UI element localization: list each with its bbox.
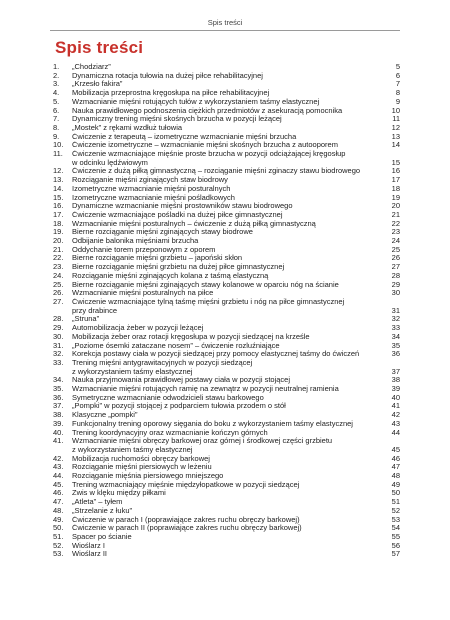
toc-entry xyxy=(53,507,400,516)
toc-entry-page: 8 xyxy=(395,88,400,98)
toc-entry xyxy=(53,455,400,464)
toc-entry xyxy=(53,289,400,298)
toc-entry-number: 18. xyxy=(53,218,64,228)
toc-entry-page: 50 xyxy=(391,488,400,498)
toc-entry-title: Ćwiczenie wzmacniające tylną taśmę mięśni grzbietu i nóg na piłce gimnastycznej xyxy=(72,297,345,306)
toc-entry xyxy=(53,420,400,429)
header-divider xyxy=(50,30,400,31)
toc-entry-page: 34 xyxy=(391,331,400,341)
toc-entry-page: 18 xyxy=(391,183,400,193)
toc-entry xyxy=(53,359,400,376)
toc-entry-page: 10 xyxy=(391,105,400,115)
toc-entry xyxy=(53,124,400,133)
toc-entry-title: Wzmacnianie mięśni posturalnych – ćwiczenie z dużą piłką gimnastyczną xyxy=(72,219,316,228)
toc-entry-number: 38. xyxy=(53,410,64,420)
toc-entry-page: 51 xyxy=(391,497,400,507)
toc-entry-title: Izometryczne wzmacnianie mięśni pośladkowych xyxy=(72,193,235,202)
toc-entry xyxy=(53,542,400,551)
toc-entry-number: 42. xyxy=(53,453,64,463)
toc-entry-number: 51. xyxy=(53,531,64,541)
toc-entry-page: 25 xyxy=(391,244,400,254)
toc-entry-page: 52 xyxy=(391,505,400,515)
toc-entry-title: Wzmacnianie mięśni rotujących ramię na zewnątrz w pozycji neutralnej ramienia xyxy=(72,385,339,394)
toc-entry xyxy=(53,385,400,394)
toc-entry-page: 14 xyxy=(391,140,400,150)
toc-entry-page: 21 xyxy=(391,209,400,219)
toc-entry-title: Mobilizacja przeprostna kręgosłupa na piłce rehabilitacyjnej xyxy=(72,89,270,98)
toc-entry xyxy=(53,489,400,498)
toc-entry xyxy=(53,98,400,107)
toc-entry-title: Funkcjonalny trening oporowy sięgania do boku z wykorzystaniem taśmy elastycznej xyxy=(72,419,353,428)
toc-entry-number: 41. xyxy=(53,436,64,446)
toc-entry-page: 17 xyxy=(391,175,400,185)
toc-entry-title: Spacer po ścianie xyxy=(72,532,132,541)
toc-entry-number: 2. xyxy=(53,70,60,80)
toc-entry-number: 15. xyxy=(53,192,64,202)
toc-entry xyxy=(53,524,400,533)
toc-entry-page: 43 xyxy=(391,418,400,428)
toc-entry xyxy=(53,516,400,525)
toc-entry-page: 12 xyxy=(391,122,400,132)
toc-entry-number: 29. xyxy=(53,323,64,333)
toc-entry-title: „Krzesło fakira” xyxy=(72,80,123,89)
toc-entry-page: 57 xyxy=(391,549,400,559)
toc-entry-page: 11 xyxy=(392,114,400,124)
toc-entry-title: Rozciąganie mięśni zginających staw biodrowy xyxy=(72,176,228,185)
toc-entry xyxy=(53,324,400,333)
toc-entry-title: Trening koordynacyjny oraz wzmacnianie kończyn górnych xyxy=(72,428,268,437)
toc-entry-page: 45 xyxy=(391,444,400,454)
toc-entry xyxy=(53,402,400,411)
toc-entry-title: „Strzelanie z łuku” xyxy=(72,506,133,515)
toc-entry-number: 36. xyxy=(53,392,64,402)
toc-entry-number: 23. xyxy=(53,262,64,272)
toc-entry-number: 12. xyxy=(53,166,64,176)
toc-entry-page: 47 xyxy=(391,462,400,472)
toc-entry-number: 33. xyxy=(53,357,64,367)
toc-entry-number: 24. xyxy=(53,270,64,280)
toc-entry-title: „Atleta” – tyłem xyxy=(72,498,123,507)
toc-entry xyxy=(53,254,400,263)
toc-entry-title: „Struna” xyxy=(72,315,100,324)
toc-entry-number: 40. xyxy=(53,427,64,437)
toc-entry xyxy=(53,220,400,229)
toc-entry-number: 19. xyxy=(53,227,64,237)
toc-entry-page: 49 xyxy=(391,479,400,489)
toc-entry-number: 13. xyxy=(53,175,64,185)
toc-entry-title: „Pompki” w pozycji stojącej z podparciem tułowia przodem o stół xyxy=(72,402,286,411)
toc-entry xyxy=(53,376,400,385)
toc-entry-number: 22. xyxy=(53,253,64,263)
toc-entry-page: 29 xyxy=(391,279,400,289)
toc-entry xyxy=(53,185,400,194)
toc-entry xyxy=(53,176,400,185)
toc-entry-title: Wzmacnianie mięśni posturalnych na piłce xyxy=(72,289,214,298)
toc-entry-page: 32 xyxy=(391,314,400,324)
toc-entry-title: z wykorzystaniem taśmy elastycznej xyxy=(72,367,193,376)
toc-entry-number: 17. xyxy=(53,209,64,219)
toc-entry-title: Automobilizacja żeber w pozycji leżącej xyxy=(72,324,204,333)
toc-entry-page: 56 xyxy=(391,540,400,550)
toc-entry-page: 20 xyxy=(391,201,400,211)
toc-entry-title: w odcinku lędźwiowym xyxy=(72,158,148,167)
toc-entry-number: 31. xyxy=(53,340,64,350)
toc-entry-number: 4. xyxy=(53,88,60,98)
toc-entry-title: „Chodziarz” xyxy=(72,63,111,71)
toc-entry xyxy=(53,72,400,81)
toc-entry xyxy=(53,298,400,315)
toc-entry-title: Ćwiczenie izometryczne – wzmacnianie mięśni skośnych brzucha z autooporem xyxy=(72,141,338,150)
toc-entry-title: Trening mięśni antygrawitacyjnych w pozycji siedzącej xyxy=(72,358,253,367)
toc-entry-number: 11. xyxy=(53,149,63,159)
toc-entry-page: 44 xyxy=(391,427,400,437)
toc-entry-title: Rozciąganie mięśni zginających kolana z taśmą elastyczną xyxy=(72,271,269,280)
toc-entry-page: 31 xyxy=(391,305,400,315)
toc-entry-number: 8. xyxy=(53,122,60,132)
toc-entry-title: Bierne rozciąganie mięśni grzbietu na dużej piłce gimnastycznej xyxy=(72,263,285,272)
toc-entry-page: 53 xyxy=(391,514,400,524)
toc-entry-page: 23 xyxy=(391,227,400,237)
toc-entry-page: 6 xyxy=(395,70,400,80)
toc-entry xyxy=(53,263,400,272)
toc-entry-number: 3. xyxy=(53,79,60,89)
toc-entry-number: 16. xyxy=(53,201,64,211)
toc-entry-title: z wykorzystaniem taśmy elastycznej xyxy=(72,445,193,454)
toc-entry-title: przy drabince xyxy=(72,306,118,315)
toc-entry xyxy=(53,202,400,211)
toc-entry-page: 40 xyxy=(391,392,400,402)
toc-entry xyxy=(53,472,400,481)
toc-entry xyxy=(53,533,400,542)
toc-entry-page: 38 xyxy=(391,375,400,385)
toc-entry-title: Klasyczne „pompki” xyxy=(72,411,138,420)
toc-entry-page: 48 xyxy=(391,471,400,481)
toc-entry xyxy=(53,550,400,559)
toc-entry-number: 37. xyxy=(53,401,64,411)
toc-entry-number: 48. xyxy=(53,505,64,515)
toc-entry-title: Wzmacnianie mięśni rotujących tułów z wykorzystaniem taśmy elastycznej xyxy=(72,97,320,106)
toc-entry-title: Ćwiczenie w parach I (poprawiające zakres ruchu obręczy barkowej) xyxy=(72,515,300,524)
toc-entry-number: 21. xyxy=(53,244,64,254)
toc-entry-page: 46 xyxy=(391,453,400,463)
toc-entry-title: Mobilizacja żeber oraz rotacji kręgosłupa w pozycji siedzącej na krześle xyxy=(72,332,310,341)
toc-entry-page: 33 xyxy=(391,323,400,333)
toc-entry-page: 55 xyxy=(391,531,400,541)
toc-entry-number: 39. xyxy=(53,418,64,428)
toc-entry-title: „Poziome ósemki zataczane nosem” – ćwiczenie rozluźniające xyxy=(72,341,280,350)
toc-entry xyxy=(53,498,400,507)
toc-entry-page: 27 xyxy=(391,262,400,272)
toc-entry-number: 47. xyxy=(53,497,64,507)
toc-entry xyxy=(53,350,400,359)
toc-entry-title: Ćwiczenie w parach II (poprawiające zakres ruchu obręczy barkowej) xyxy=(72,524,302,533)
toc-entry-title: Bierne rozciąganie mięśni zginających stawy kolanowe w oparciu nóg na ścianie xyxy=(72,280,339,289)
toc-entry xyxy=(53,228,400,237)
toc-entry-title: Ćwiczenie z terapeutą – izometryczne wzmacnianie mięśni brzucha xyxy=(72,132,297,141)
toc-entry-page: 30 xyxy=(391,288,400,298)
toc-entry-page: 13 xyxy=(391,131,400,141)
toc-entry xyxy=(53,437,400,454)
toc-entry xyxy=(53,237,400,246)
toc-entry xyxy=(53,167,400,176)
toc-entry-number: 6. xyxy=(53,105,60,115)
toc-entry-number: 34. xyxy=(53,375,64,385)
toc-entry xyxy=(53,429,400,438)
toc-entry xyxy=(53,315,400,324)
toc-entry-title: Wzmacnianie mięśni obręczy barkowej oraz górnej i środkowej części grzbietu xyxy=(72,437,333,446)
toc-entry-title: Rozciąganie mięśnia piersiowego mniejszego xyxy=(72,472,224,481)
toc-entry-page: 39 xyxy=(391,384,400,394)
toc-entry-number: 9. xyxy=(53,131,60,141)
toc-entry-number: 28. xyxy=(53,314,64,324)
toc-entry-number: 49. xyxy=(53,514,64,524)
toc-entry-title: Nauka przyjmowania prawidłowej postawy ciała w pozycji stojącej xyxy=(72,376,291,385)
toc-entry-number: 53. xyxy=(53,549,64,559)
toc-entry-title: Symetryczne wzmacnianie odwodzicieli stawu barkowego xyxy=(72,393,264,402)
toc-entry-number: 25. xyxy=(53,279,64,289)
toc-entry xyxy=(53,394,400,403)
toc-entry-page: 41 xyxy=(391,401,400,411)
toc-entry xyxy=(53,141,400,150)
toc-entry xyxy=(53,281,400,290)
toc-entry-title: Trening wzmacniający mięśnie międzyłopatkowe w pozycji siedzącej xyxy=(72,480,300,489)
toc-entry xyxy=(53,107,400,116)
toc-entry-title: Ćwiczenie wzmacniające pośladki na dużej piłce gimnastycznej xyxy=(72,210,283,219)
toc-entry-number: 43. xyxy=(53,462,64,472)
toc-entry xyxy=(53,246,400,255)
toc-entry xyxy=(53,89,400,98)
toc-entry-page: 19 xyxy=(391,192,400,202)
toc-entry-number: 35. xyxy=(53,384,64,394)
toc-entry-title: Mobilizacja ruchomości obręczy barkowej xyxy=(72,454,210,463)
toc-entry-page: 22 xyxy=(391,218,400,228)
toc-entry-number: 52. xyxy=(53,540,64,550)
toc-entry-number: 27. xyxy=(53,296,64,306)
toc-entry xyxy=(53,115,400,124)
toc-entry-title: Korekcja postawy ciała w pozycji siedzącej przy pomocy elastycznej taśmy do ćwiczeń xyxy=(72,350,360,359)
toc-entry-title: Wioślarz II xyxy=(72,550,108,559)
toc-entry xyxy=(53,463,400,472)
toc-entry-page: 35 xyxy=(391,340,400,350)
toc-entry-page: 16 xyxy=(391,166,400,176)
toc-entry-page: 36 xyxy=(391,349,400,359)
toc-entry-number: 46. xyxy=(53,488,64,498)
toc-entry-number: 26. xyxy=(53,288,64,298)
toc-entry xyxy=(53,194,400,203)
toc-entry-title: Ćwiczenie z dużą piłką gimnastyczną – rozciąganie mięśni zginaczy stawu biodrowego xyxy=(72,167,361,176)
running-header: Spis treści xyxy=(207,18,243,27)
toc-entry-page: 7 xyxy=(395,79,400,89)
toc-entry xyxy=(53,333,400,342)
toc-entry-page: 5 xyxy=(395,62,400,71)
toc-entry-title: Wioślarz I xyxy=(72,541,105,550)
toc-entry-page: 54 xyxy=(391,523,400,533)
toc-entry xyxy=(53,481,400,490)
toc-entry-number: 20. xyxy=(53,236,64,246)
toc-entry-number: 50. xyxy=(53,523,64,533)
toc-entry-title: Izometryczne wzmacnianie mięśni posturalnych xyxy=(72,184,231,193)
toc-entry xyxy=(53,150,400,167)
toc-entry xyxy=(53,133,400,142)
toc-entry-page: 9 xyxy=(395,96,400,106)
toc-entry-number: 10. xyxy=(53,140,64,150)
toc-entry-number: 14. xyxy=(53,183,64,193)
toc-entry-title: Rozciąganie mięśni piersiowych w leżeniu xyxy=(72,463,212,472)
toc-entry-page: 37 xyxy=(391,366,400,376)
toc-entry-number: 1. xyxy=(53,62,60,71)
toc-entry-page: 24 xyxy=(391,236,400,246)
page-title: Spis treści xyxy=(55,38,144,57)
toc-entry-page: 28 xyxy=(391,270,400,280)
toc-entry-title: Dynamiczne wzmacnianie mięśni prostowników stawu biodrowego xyxy=(72,202,293,211)
toc-entry-title: Dynamiczny trening mięśni skośnych brzucha w pozycji leżącej xyxy=(72,115,282,124)
toc-entry-page: 42 xyxy=(391,410,400,420)
toc-entry-title: Oddychanie torem przeponowym z oporem xyxy=(72,245,216,254)
toc-entry-title: „Mostek” z rękami wzdłuż tułowia xyxy=(72,123,183,132)
table-of-contents xyxy=(53,63,400,559)
toc-entry-number: 30. xyxy=(53,331,64,341)
toc-entry xyxy=(53,411,400,420)
toc-entry-number: 32. xyxy=(53,349,64,359)
toc-entry xyxy=(53,63,400,72)
toc-entry-number: 5. xyxy=(53,96,60,106)
toc-entry-title: Bierne rozciąganie mięśni zginających stawy biodrowe xyxy=(72,228,253,237)
toc-entry xyxy=(53,272,400,281)
toc-entry-title: Bierne rozciąganie mięśni grzbietu – japoński skłon xyxy=(72,254,243,263)
toc-entry-number: 44. xyxy=(53,471,64,481)
toc-entry-title: Zwis w klęku między piłkami xyxy=(72,489,166,498)
toc-entry-title: Nauka prawidłowego podnoszenia ciężkich przedmiotów z asekuracją pomocnika xyxy=(72,106,343,115)
toc-entry-number: 45. xyxy=(53,479,64,489)
toc-entry xyxy=(53,211,400,220)
toc-entry xyxy=(53,342,400,351)
toc-entry-title: Dynamiczna rotacja tułowia na dużej piłce rehabilitacyjnej xyxy=(72,71,263,80)
toc-entry-title: Odbijanie balonika mięśniami brzucha xyxy=(72,237,199,246)
toc-entry-page: 15 xyxy=(391,157,400,167)
toc-entry-title: Ćwiczenie wzmacniające mięśnie proste brzucha w pozycji odciążającej kręgosłup xyxy=(72,150,346,159)
toc-entry xyxy=(53,80,400,89)
toc-entry-page: 26 xyxy=(391,253,400,263)
toc-entry-number: 7. xyxy=(53,114,60,124)
